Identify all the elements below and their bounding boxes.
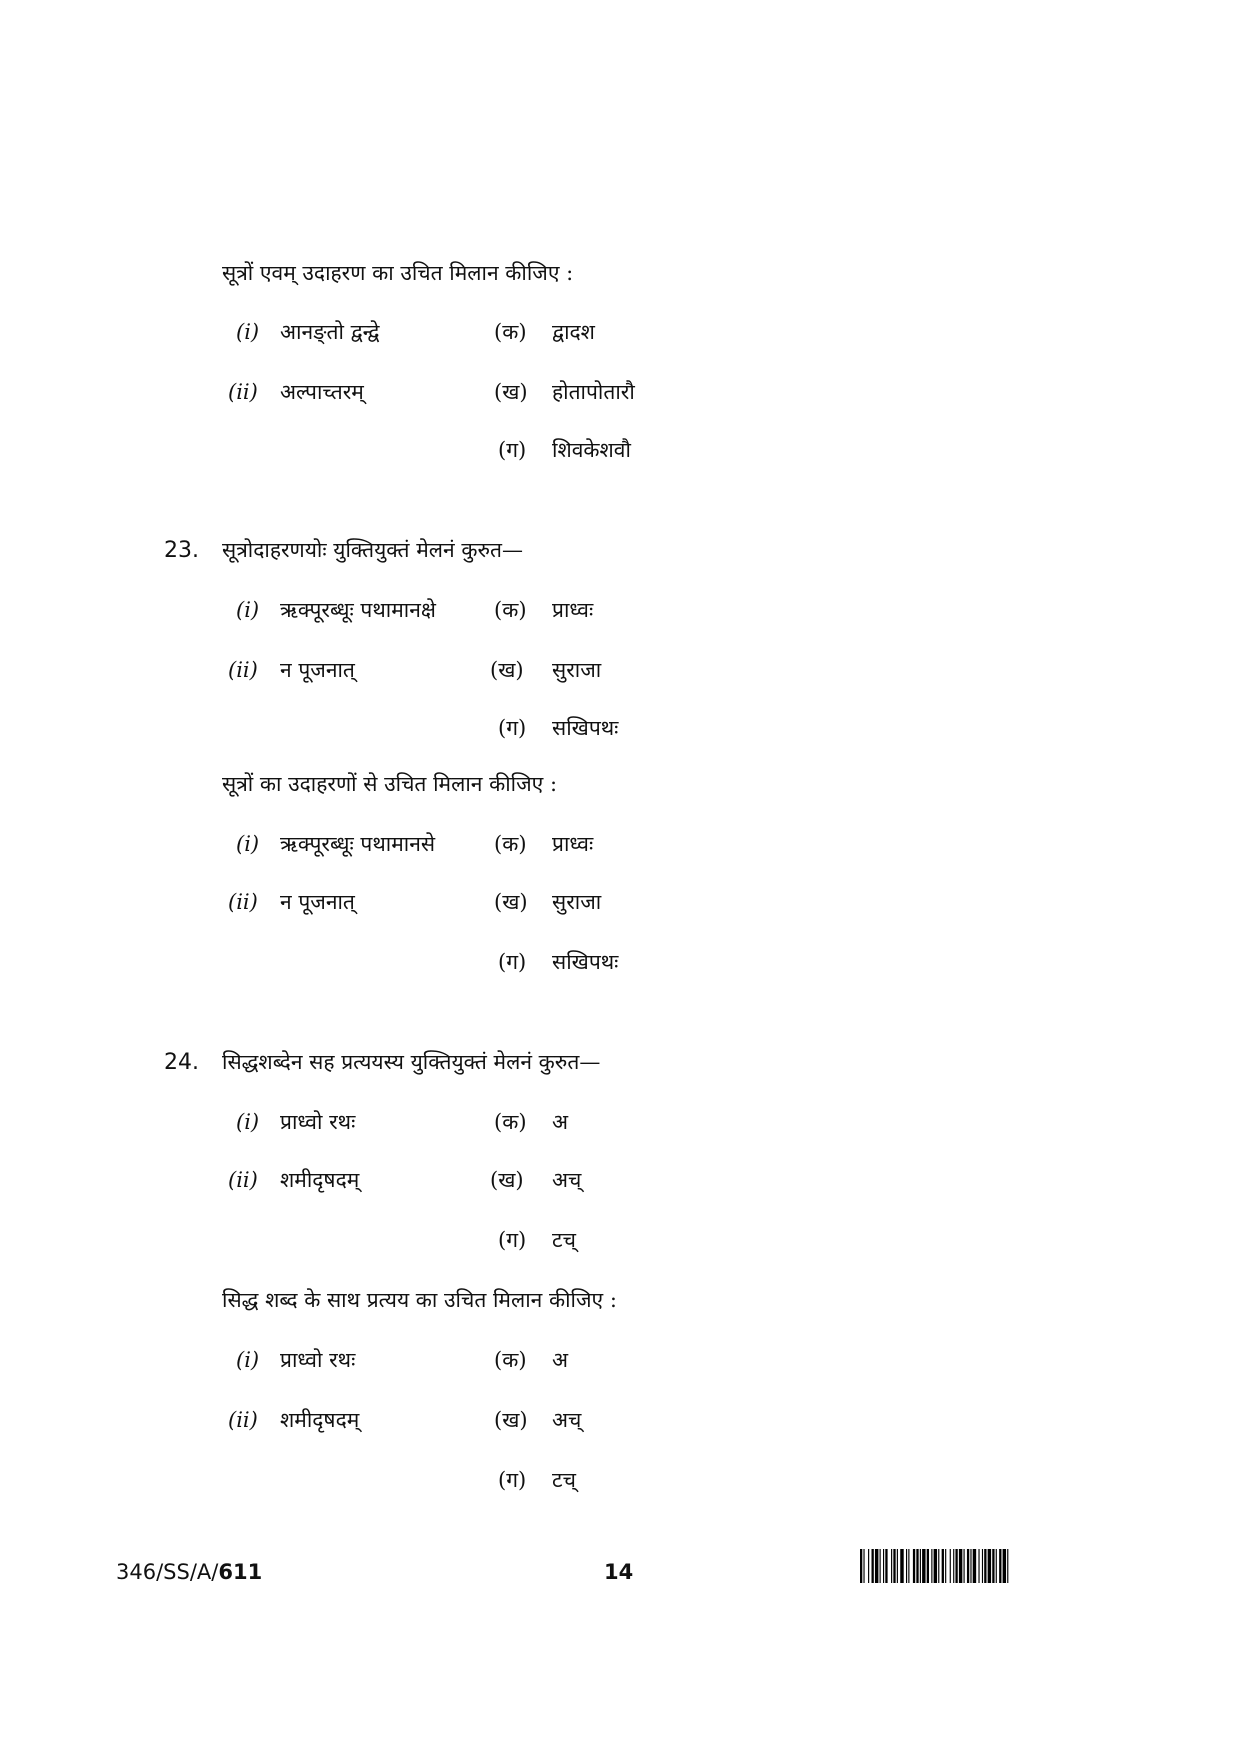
option-label: (ग) <box>498 950 527 974</box>
item-num: (i) <box>236 320 260 344</box>
item-num: (i) <box>236 1348 260 1372</box>
item-num: (ii) <box>228 1168 258 1192</box>
option-text: अच् <box>552 1408 582 1432</box>
option-label: (ख) <box>490 658 524 682</box>
option-text: अच् <box>552 1168 582 1192</box>
sutra-text: शमीदृषदम् <box>280 1408 360 1432</box>
paper-code-prefix: 346/SS/A/ <box>116 1560 219 1584</box>
sutra-text: आनङ्तो द्वन्द्वे <box>280 320 380 344</box>
option-text: द्वादश <box>552 320 595 344</box>
sutra-text: अल्पाच्तरम् <box>280 380 364 404</box>
question-number-23: 23. <box>164 538 199 563</box>
question-23-sanskrit: सूत्रोदाहरणयोः युक्तियुक्तं मेलनं कुरुत— <box>222 538 523 562</box>
option-text: होतापोतारौ <box>552 380 635 404</box>
item-num: (ii) <box>228 380 258 404</box>
sutra-text: प्राध्वो रथः <box>280 1348 356 1372</box>
item-num: (i) <box>236 598 260 622</box>
option-label: (ग) <box>498 1228 527 1252</box>
option-text: प्राध्वः <box>552 832 594 856</box>
option-label: (ग) <box>498 1468 527 1492</box>
sutra-text: ऋक्पूरब्धूः पथामानक्षे <box>280 598 436 622</box>
option-text: सखिपथः <box>552 716 619 740</box>
option-label: (ग) <box>498 438 527 462</box>
option-label: (क) <box>494 832 527 856</box>
question-number-24: 24. <box>164 1050 199 1075</box>
item-num: (ii) <box>228 658 258 682</box>
option-text: सुराजा <box>552 890 602 914</box>
option-text: सखिपथः <box>552 950 619 974</box>
page-number: 14 <box>604 1560 634 1584</box>
sutra-text: न पूजनात् <box>280 890 355 914</box>
option-label: (ख) <box>494 380 528 404</box>
paper-code <box>116 1560 262 1584</box>
instruction-hindi-23: सूत्रों का उदाहरणों से उचित मिलान कीजिए : <box>222 772 558 796</box>
barcode-image <box>860 1549 1118 1583</box>
option-label: (ख) <box>494 890 528 914</box>
option-text: टच् <box>552 1228 576 1252</box>
item-num: (i) <box>236 832 260 856</box>
option-label: (क) <box>494 598 527 622</box>
option-text: शिवकेशवौ <box>552 438 631 462</box>
option-text: टच् <box>552 1468 576 1492</box>
item-num: (ii) <box>228 890 258 914</box>
option-label: (ग) <box>498 716 527 740</box>
option-label: (ख) <box>494 1408 528 1432</box>
option-text: सुराजा <box>552 658 602 682</box>
item-num: (i) <box>236 1110 260 1134</box>
option-text: प्राध्वः <box>552 598 594 622</box>
option-text: अ <box>552 1348 569 1372</box>
question-24-sanskrit: सिद्धशब्देन सह प्रत्ययस्य युक्तियुक्तं मेलनं कुरुत— <box>222 1050 601 1074</box>
sutra-text: प्राध्वो रथः <box>280 1110 356 1134</box>
instruction-hindi-22: सूत्रों एवम् उदाहरण का उचित मिलान कीजिए : <box>222 261 574 285</box>
option-label: (क) <box>494 1348 527 1372</box>
instruction-hindi-24: सिद्ध शब्द के साथ प्रत्यय का उचित मिलान कीजिए : <box>222 1288 617 1312</box>
item-num: (ii) <box>228 1408 258 1432</box>
sutra-text: ऋक्पूरब्धूः पथामानसे <box>280 832 436 856</box>
option-label: (ख) <box>490 1168 524 1192</box>
sutra-text: न पूजनात् <box>280 658 355 682</box>
option-text: अ <box>552 1110 569 1134</box>
option-label: (क) <box>494 1110 527 1134</box>
sutra-text: शमीदृषदम् <box>280 1168 360 1192</box>
paper-code-number: 611 <box>218 1560 263 1584</box>
option-label: (क) <box>494 320 527 344</box>
